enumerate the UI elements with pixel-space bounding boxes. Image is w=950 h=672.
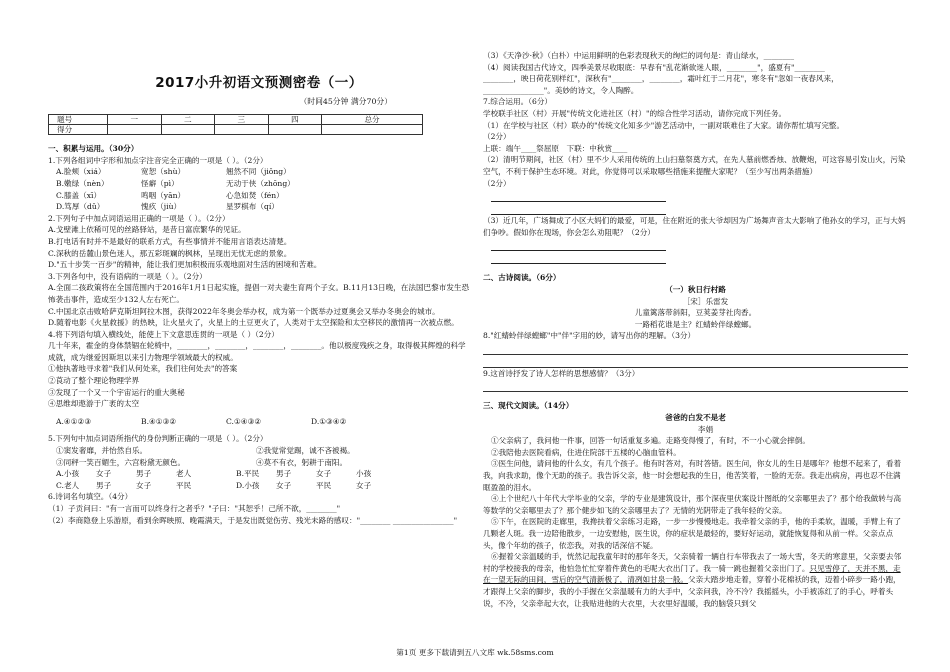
option-text: 女子 (276, 480, 292, 490)
option-text: A.脸颊（xiá） (56, 167, 106, 177)
option-row (48, 416, 470, 428)
question-text: A.全面二孩政策将在全国范围内于2016年1月1日起实施，提倡一对夫妻生育两个子女。B.11月13日晚，在法国巴黎市发生恐怖袭击事件，造成至少132人左右死亡。 (48, 283, 470, 304)
option-text: D.①③④② (311, 416, 347, 426)
answer-line[interactable] (491, 202, 666, 215)
option-text: 平民 (176, 480, 192, 490)
score-cell (215, 125, 269, 135)
question-text: （2分） (483, 132, 511, 142)
question-text: 2.下列句子中加点词语运用正确的一项是（ ）。（2分） (48, 213, 230, 223)
answer-line[interactable] (491, 189, 666, 202)
score-cell: 总分 (322, 115, 423, 125)
question-text: A.戈壁滩上依稀可见的丝路驿站，是昔日富庶繁华的见证。 (48, 225, 246, 235)
answer-line[interactable] (491, 238, 666, 251)
question-text: （3）《天净沙·秋》（白朴）中运用鲜明的色彩表现秋天的绚烂的词句是：青山绿水，________ (483, 51, 794, 60)
option-row (48, 480, 470, 492)
score-cell: 一 (108, 115, 162, 125)
score-cell: 四 (268, 115, 322, 125)
underlined-sentence: 只见雪停了，天并不黑，走在一望无际的田间，雪后的空气清新极了，清冽如甘泉一般。 (483, 563, 901, 585)
option-text: C.膝盖（xī） (56, 190, 102, 200)
right-column (483, 0, 908, 609)
score-cell (108, 125, 162, 135)
question-text: 上联：端午____祭屈原 下联：中秋赏____ (483, 143, 628, 153)
score-table-header-row (49, 115, 423, 125)
score-cell (161, 125, 215, 135)
poem-line: 儿童篱落带斜阳，豆荚姜芽社肉香。 (634, 308, 757, 318)
option-text: 平民 (316, 480, 332, 490)
score-cell (268, 125, 322, 135)
question-text: （2分） (483, 178, 511, 188)
question-text: ________________"。美妙的诗文，令人陶醉。 (483, 85, 639, 95)
question-text: 5.下列句中加点词语所指代的身份判断正确的一项是（ ）。（2分） (48, 434, 268, 444)
option-text: D.笃厚（dǔ） (56, 202, 105, 212)
option-text: 宽恕（shù） (141, 167, 186, 177)
score-cell: 二 (161, 115, 215, 125)
question-text: （3）近几年，广场舞成了小区大妈们的最爱，可是，住在附近的张大爷却因为广场舞声音太大影响了他孙女的学习，正与大妈们争吵。假如你在现场，你会怎么劝阻呢？（2分） (483, 216, 906, 237)
question-text: B.打电话有时并不是最好的联系方式，有些事情并不能用言语表达清楚。 (48, 236, 292, 246)
option-row (48, 190, 470, 202)
option-row (48, 201, 470, 213)
option-text: 男子 (96, 480, 112, 490)
score-cell: 题号 (49, 115, 108, 125)
option-text: 老人 (176, 469, 192, 479)
question-text: 6.诗词名句填空。（4分） (48, 492, 133, 502)
score-table-score-row (49, 125, 423, 135)
question-text: 8."红蜻蛉伴绿螳螂"中"伴"字用的妙，请写出你的理解。（3分） (483, 331, 696, 341)
poem-line: 一路稻花谁是主？红蜻蛉伴绿螳螂。 (634, 319, 757, 329)
question-text: ③发现了一个又一个宇宙运行的重大奥秘 (48, 387, 185, 397)
answer-line[interactable] (483, 355, 908, 368)
option-text: 愧疚（jiù） (141, 202, 182, 212)
passage-author: ［宋］乐雷发 (682, 296, 729, 306)
question-text: ④上个世纪八十年代大学毕业的父亲，学的专业是建筑设计，那个深夜里伏案设计图纸的父亲哪里去了？那个给我做转与高等数学的父亲哪里去了？那个健步如飞的父亲哪里去了？无情的光阴带走了我年轻的父亲。 (483, 494, 902, 515)
question-text: ①他执著地寻求着"我们从何处来，我们往何处去"的答案 (48, 364, 238, 374)
exam-subtitle: （时间45分钟 满分70分） (299, 96, 392, 106)
question-text: 1.下列各组词中字形和加点字注音完全正确的一项是（ ）。（2分） (48, 155, 268, 165)
option-text: C.①④③② (226, 416, 262, 426)
question-text: 4.将下列语句填入横线处，能使上下文意思连贯的一项是（ ）（2分） (48, 329, 279, 339)
option-text: 男子 (276, 469, 292, 479)
question-text: ④思维却遨游于广袤的太空 (48, 399, 140, 409)
option-text: 女子 (96, 469, 112, 479)
page-footer: 第1页 更多下载请到五八文库 wk.58sms.com (396, 648, 554, 657)
option-text: A.小孩 (56, 469, 80, 479)
option-text: 心急如焚（fén） (226, 190, 284, 200)
option-text: 小孩 (356, 469, 372, 479)
question-text: （2）清明节期间，社区（村）里不少人采用传统的上山扫墓祭奠方式，在先人墓前燃香烛、放鞭炮，可这容易引发山火，污染空气，不利于保护生态环境。对此，你觉得可以采取哪些措施来提醒大家呢？（至少写出两条措施） (483, 155, 906, 176)
score-cell: 得分 (49, 125, 108, 135)
option-text: ③同秤一笑百媚生，六宫粉黛无颜色。 (56, 457, 186, 467)
question-text: ①父亲病了，我问他一件事，回答一句话重复多遍。走路变得慢了，有时，不一小心就会摔倒。 (491, 436, 810, 446)
question-text: C.深秋的岳麓山景色迷人，那五彩斑斓的枫林，呈现出无忧无虑的景象。 (48, 248, 292, 258)
passage-title: （一）秋日行村路 (665, 284, 726, 294)
question-text: ②莨动了整个理论物理学界 (48, 376, 140, 386)
question-text: 9.这首诗抒发了诗人怎样的思想感情？（3分） (483, 368, 640, 378)
question-text: 3.下列各句中，没有语病的一项是（ ）。（2分） (48, 271, 207, 281)
option-text: 星罗棋布（qí） (226, 202, 279, 212)
answer-line[interactable] (483, 342, 908, 355)
option-text: 怪癖（pì） (141, 178, 179, 188)
option-row (48, 457, 470, 469)
option-text: ④莫不有衣，躬耕于南阳。 (256, 457, 348, 467)
option-row (48, 468, 470, 480)
passage-title: 爸爸的白发不是老 (665, 413, 726, 423)
option-row (48, 445, 470, 457)
question-text: （2）李商隐登上乐游原，看到余晖映照、晚霞满天，于是发出既觉伤劳、残光未路的感叹："________ ________________" (48, 515, 458, 525)
option-text: 女子 (316, 469, 332, 479)
option-row (48, 166, 470, 178)
passage-paragraph: ⑥握着父亲温暖的手，恍然记起我童年时的那年冬天，父亲骑着一辆自行车带我去了一场大雪，冬天的寒意里，父亲要去邻村的学校接我的母亲，他怕急忙忙穿着件黄色的毛呢大衣出门了。我一骑一跳也握着父亲出门了。只见雪停了，天并不黑，走在一望无际的田间，雪后的空气清新极了，清冽如甘泉一般。父亲大踏步地走着，穿着小花棉袄的我，迈着小碎步一路小跑，才跟得上父亲的脚步，我的小手握在父亲温暖有力的大手中，父亲问我，冷不冷？我摇摇头，小手被冻红了的手心，呼着头说，不冷，父亲牵起大衣，让我贴进他的大衣里，大衣里好温暖，我的脑袋只到父 (483, 552, 902, 608)
question-text: （1）子贡问曰："有一言而可以终身行之者乎？"子曰："其恕乎！己所不欲，________" (48, 504, 341, 513)
option-text: ①窦发奢靡，并怡然自乐。 (56, 446, 148, 456)
question-text: D.随着电影《火星救援》的热映，让火星火了，火星上的土豆更火了，人类对于太空探险和太空移民的激情再一次被点燃。 (48, 318, 459, 328)
option-text: 男子 (136, 469, 152, 479)
section-heading: 一、积累与运用。（30分） (48, 144, 139, 154)
option-text: C.老人 (56, 480, 80, 490)
answer-line[interactable] (491, 251, 666, 264)
question-text: 学校联手社区（村）开展"传统文化进社区（村）"的综合性学习活动，请你完成下列任务。 (483, 108, 787, 118)
score-table (48, 114, 423, 135)
option-text: ②我觉常觉踢，诚不吝被褐。 (256, 446, 355, 456)
option-text: 翘然不同（jiǒng） (226, 167, 291, 177)
section-heading: 三、现代文阅读。（14分） (483, 401, 574, 411)
question-text: ________，映日荷花别样红"，深秋有"________，________，霜叶红于二月花"，寒冬有"忽如一夜春风来， (483, 74, 839, 84)
question-text: 7.综合运用。（6分） (483, 97, 553, 107)
option-text: B.平民 (236, 469, 260, 479)
question-text: ③医生问他，请问他的什么女，有几个孩子。他有时答对，有时答错。医生问，你女儿的生日是哪年？他想不起来了，看着我，向我求助，像个无助的孩子。我告诉父亲，他一时会想起我的生日，他苦笑着，一脸的无奈。我走出病房，再也忍不住满眶盈盈的泪水。 (483, 459, 902, 492)
score-cell: 三 (215, 115, 269, 125)
question-text: ②我陪他去医院看病，住进住院部干五楼的心脑血管科。 (491, 447, 681, 457)
passage-author: 李娟 (697, 424, 714, 434)
option-text: 女子 (136, 480, 152, 490)
option-text: 女子 (356, 480, 372, 490)
score-cell (322, 125, 423, 135)
question-text: 几十年来，霍金的身体禁锢在轮椅中，________，________，________，________。他以极度残疾之身，取得极其辉煌的科学成就，成为继爱因斯坦以来引力物理学领域最大的权威。 (48, 341, 466, 362)
left-column (48, 0, 470, 526)
question-text: ⑤下午，在医院的走廊里，我搀扶着父亲练习走路，一步一步慢慢地走。我牵着父亲的手，他的手柔软，温暖，手臂上有了几颗老人斑。我一边陪他散步，一边安慰他，医生说，你的症状是最轻的，要好好运动，就能恢复得和从前一样。父亲点点头，像个年幼的孩子，依恋我，对我的话深信不疑。 (483, 517, 902, 550)
option-text: 鸣咽（yān） (141, 190, 186, 200)
option-text: B.④①③② (141, 416, 177, 426)
left-questions (48, 143, 470, 526)
option-text: A.④①②③ (56, 416, 92, 426)
question-text: （4）阅读我国古代诗文，四季美景尽收眼底：早春有"乱花渐欲迷人眼，________"，盛夏有"________ (483, 62, 825, 72)
option-text: 无动于侠（zhōng） (226, 178, 295, 188)
question-text: C.中国北京击败哈萨克斯坦阿拉木图，获得2022年冬奥会举办权，成为第一个既举办过夏奥会又举办冬奥会的城市。 (48, 306, 440, 316)
exam-title: 2017小升初语文预测密卷（一） (155, 75, 363, 91)
option-text: D.小孩 (236, 480, 260, 490)
option-text: B.嫩绿（nèn） (56, 178, 109, 188)
answer-line[interactable] (483, 379, 908, 392)
section-heading: 二、古诗阅读。（6分） (483, 273, 561, 283)
question-text: D."五十步笑一百步"的精神，能让我们更加积极而乐观地面对生活的困境和苦难。 (48, 260, 322, 270)
right-questions (483, 50, 908, 609)
question-text: （1）在学校与社区（村）联办的"传统文化知多少"游艺活动中，一副对联难住了大家。请你帮忙填写完整。 (483, 120, 845, 130)
option-row (48, 178, 470, 190)
